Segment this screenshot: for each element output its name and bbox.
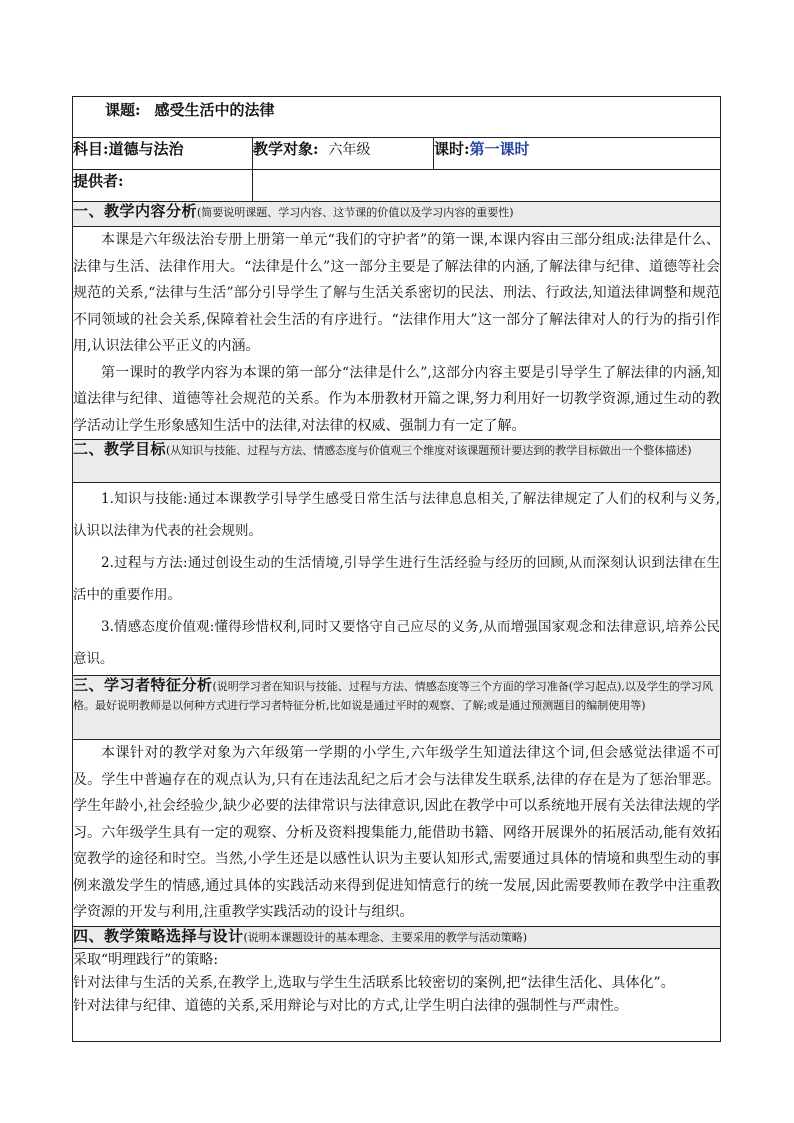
section-3-heading: 三、学习者特征分析 <box>73 676 213 694</box>
provider-row <box>73 170 721 202</box>
section-2-body <box>73 483 721 676</box>
section-3-paragraph-1: 本课针对的教学对象为六年级第一学期的小学生,六年级学生知道法律这个词,但会感觉法律遥不可及。学生中普遍存在的观点认为,只有在违法乱纪之后才会与法律发生联系,法律的存在是为了惩治罪恶。学生年龄小,社会经验少,缺少必要的法律常识与法律意识,因此在教学中可以系统地开展有关法律法规的学习。六年级学生具有一定的观察、分析及资料搜集能力,能借助书籍、网络开展课外的拓展活动,能有效拓宽教学的途径和时空。当然,小学生还是以感性认识为主要认知形式,需要通过具体的情境和典型生动的事例来激发学生的情感,通过具体的实践活动来得到促进知情意行的统一发展,因此需要教师在教学中注重教学资源的开发与利用,注重教学实践活动的设计与组织。 <box>73 745 721 920</box>
section-1-body-row <box>73 227 721 440</box>
section-2-note: (从知识与技能、过程与方法、情感态度与价值观三个维度对该课题预计要达到的教学目标做出一个整体描述) <box>166 444 692 457</box>
audience-label: 教学对象: <box>253 140 319 158</box>
subject-row <box>73 138 721 170</box>
subject-label: 科目: <box>73 140 109 158</box>
section-2-goal-1: 1.知识与技能:通过本课教学引导学生感受日常生活与法律息息相关,了解法律规定了人们的权利与义务,认识以法律为代表的社会规则。 <box>73 491 721 539</box>
section-1-paragraph-1: 本课是六年级法治专册上册第一单元“我们的守护者”的第一课,本课内容由三部分组成:法律是什么、法律与生活、法律作用大。“法律是什么”这一部分主要是了解法律的内涵,了解法律与纪律、道德等社会规范的关系,“法律与生活”部分引导学生了解与生活关系密切的民法、刑法、行政法,知道法律调整和规范不同领域的社会关系,保障着社会生活的有序进行。“法律作用大”这一部分了解法律对人的行为的指引作用,认识法律公平正义的内涵。 <box>73 232 721 354</box>
section-3-header <box>73 676 721 740</box>
section-3-note: (说明学习者在知识与技能、过程与方法、情感态度等三个方面的学习准备(学习起点),以及学生的学习风格。最好说明教师是以何种方式进行学习者特征分析,比如说是通过平时的观察、了解;或是通过预测题目的编制使用等) <box>73 680 713 712</box>
subject-cell <box>73 138 253 170</box>
audience-cell <box>253 138 434 170</box>
section-1-heading: 一、教学内容分析 <box>73 202 198 220</box>
section-2-header-row <box>73 440 721 483</box>
section-3-body-row <box>73 740 721 927</box>
period-cell <box>434 138 721 170</box>
section-4-note: (说明本课题设计的基本理念、主要采用的教学与活动策略) <box>243 930 528 944</box>
section-3-body <box>73 740 721 927</box>
topic-label: 课题: <box>105 101 141 119</box>
section-2-goal-2: 2.过程与方法:通过创设生动的生活情境,引导学生进行生活经验与经历的回顾,从而深刻认识到法律在生活中的重要作用。 <box>73 555 721 603</box>
section-1-paragraph-2: 第一课时的教学内容为本课的第一部分“法律是什么”,这部分内容主要是引导学生了解法律的内涵,知道法律与纪律、道德等社会规范的关系。作为本册教材开篇之课,努力利用好一切教学资源,通过生动的教学活动让学生形象感知生活中的法律,对法律的权威、强制力有一定了解。 <box>73 364 721 434</box>
provider-label: 提供者: <box>73 172 124 190</box>
period-value: 第一课时 <box>469 140 530 158</box>
section-1-body <box>73 227 721 440</box>
audience-value: 六年级 <box>328 142 371 158</box>
section-3-header-row <box>73 676 721 740</box>
section-1-header-row <box>73 202 721 227</box>
section-4-line-2: 针对法律与生活的关系,在教学上,选取与学生生活联系比较密切的案例,把“法律生活化、具体化”。 <box>73 974 675 991</box>
section-2-header <box>73 440 721 483</box>
section-1-header <box>73 202 721 227</box>
topic-value: 感受生活中的法律 <box>154 101 275 119</box>
section-4-header <box>73 926 721 948</box>
topic-cell <box>73 97 721 138</box>
section-4-line-1: 采取“明理践行”的策略: <box>73 951 219 968</box>
section-4-body-row <box>73 948 721 1041</box>
provider-value-cell <box>253 170 721 202</box>
section-4-body <box>73 948 721 1041</box>
subject-value: 道德与法治 <box>108 140 184 158</box>
section-1-note: (简要说明课题、学习内容、这节课的价值以及学习内容的重要性) <box>197 206 514 219</box>
lesson-plan-table <box>72 96 721 1042</box>
topic-row <box>73 97 721 138</box>
period-label: 课时: <box>434 140 470 158</box>
section-4-line-3: 针对法律与纪律、道德的关系,采用辩论与对比的方式,让学生明白法律的强制性与严肃性。 <box>73 997 628 1014</box>
section-4-heading: 四、教学策略选择与设计 <box>73 926 244 945</box>
section-2-heading: 二、教学目标 <box>73 440 167 458</box>
section-2-goal-3: 3.情感态度价值观:懂得珍惜权利,同时又要恪守自己应尽的义务,从而增强国家观念和法律意识,培养公民意识。 <box>73 619 721 667</box>
section-4-header-row <box>73 926 721 948</box>
provider-cell <box>73 170 253 202</box>
section-2-body-row <box>73 483 721 676</box>
